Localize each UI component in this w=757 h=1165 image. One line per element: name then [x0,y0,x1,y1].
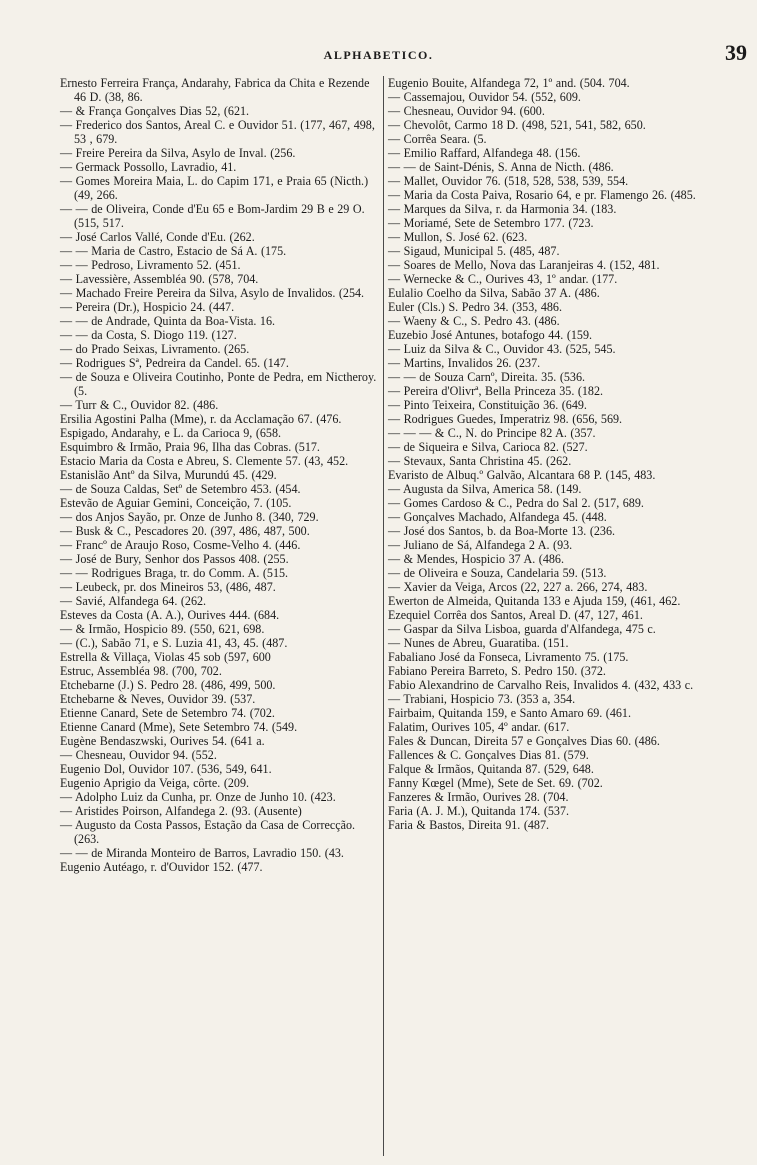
directory-entry: — Nunes de Abreu, Guaratiba. (151. [388,636,569,650]
left-column [60,76,380,874]
page-header [0,40,757,70]
directory-entry: — Gaspar da Silva Lisboa, guarda d'Alfandega, 475 c. [388,622,656,636]
directory-entry: Fairbaim, Quitanda 159, e Santo Amaro 69. (461. [388,706,631,720]
directory-entry: — Mallet, Ouvidor 76. (518, 528, 538, 539, 554. [388,174,629,188]
directory-entry: — Xavier da Veiga, Arcos (22, 227 a. 266, 274, 483. [388,580,648,594]
directory-entry: — Stevaux, Santa Christina 45. (262. [388,454,572,468]
directory-entry: — & Irmão, Hospicio 89. (550, 621, 698. [60,622,265,636]
directory-entry: — Aristides Poirson, Alfandega 2. (93. (Ausente) [60,804,302,818]
directory-entry: — — Maria de Castro, Estacio de Sá A. (175. [60,244,287,258]
directory-entry: Faria (A. J. M.), Quitanda 174. (537. [388,804,570,818]
directory-entry: Eugène Bendaszwski, Ourives 54. (641 a. [60,734,265,748]
directory-entry: — Machado Freire Pereira da Silva, Asylo de Invalidos. (254. [60,286,365,300]
directory-entry: — Leubeck, pr. dos Mineiros 53, (486, 487. [60,580,276,594]
directory-entry: — Chevolôt, Carmo 18 D. (498, 521, 541, 582, 650. [388,118,646,132]
directory-entry: Falque & Irmãos, Quitanda 87. (529, 648. [388,762,594,776]
directory-entry: — José dos Santos, b. da Boa-Morte 13. (236. [388,524,616,538]
directory-entry: Ersilia Agostini Palha (Mme), r. da Acclamação 67. (476. [60,412,342,426]
directory-entry: — Augusto da Costa Passos, Estação da Casa de Correcção. (263. [60,818,356,846]
directory-entry: Evaristo de Albuq.º Galvão, Alcantara 68 P. (145, 483. [388,468,656,482]
directory-entry: — José Carlos Vallé, Conde d'Eu. (262. [60,230,255,244]
directory-entry: — Emilio Raffard, Alfandega 48. (156. [388,146,581,160]
directory-entry: — Pereira (Dr.), Hospicio 24. (447. [60,300,235,314]
directory-entry: — do Prado Seixas, Livramento. (265. [60,342,250,356]
directory-entry: — Chesneau, Ouvidor 94. (600. [388,104,545,118]
directory-entry: — Martins, Invalidos 26. (237. [388,356,541,370]
directory-entry: — — de Oliveira, Conde d'Eu 65 e Bom-Jardim 29 B e 29 O. (515, 517. [60,202,365,230]
directory-entry: — — de Miranda Monteiro de Barros, Lavradio 150. (43. [60,846,344,860]
directory-entry: Fabiano Pereira Barreto, S. Pedro 150. (372. [388,664,606,678]
directory-entry: Eulalio Coelho da Silva, Sabão 37 A. (486. [388,286,600,300]
directory-entry: Euler (Cls.) S. Pedro 34. (353, 486. [388,300,562,314]
directory-entry: Etienne Canard, Sete de Setembro 74. (702. [60,706,275,720]
directory-entry: Fales & Duncan, Direita 57 e Gonçalves Dias 60. (486. [388,734,660,748]
directory-entry: Estacio Maria da Costa e Abreu, S. Clemente 57. (43, 452. [60,454,349,468]
directory-entry: — Rodrigues Sª, Pedreira da Candel. 65. (147. [60,356,289,370]
directory-entry: — — de Andrade, Quinta da Boa-Vista. 16. [60,314,276,328]
directory-entry: — Mullon, S. José 62. (623. [388,230,528,244]
directory-entry: — Trabiani, Hospicio 73. (353 a, 354. [388,692,576,706]
page-number: 39 [725,40,747,65]
directory-entry: — de Souza Caldas, Setº de Setembro 453. (454. [60,482,301,496]
directory-entry: — Soares de Mello, Nova das Laranjeiras 4. (152, 481. [388,258,660,272]
directory-entry: — — Rodrigues Braga, tr. do Comm. A. (515. [60,566,289,580]
directory-entry: — — Pedroso, Livramento 52. (451. [60,258,241,272]
directory-entry: — Rodrigues Guedes, Imperatriz 98. (656, 569. [388,412,623,426]
directory-entry: — — da Costa, S. Diogo 119. (127. [60,328,237,342]
directory-entry: — Lavessière, Assembléa 90. (578, 704. [60,272,259,286]
directory-entry: — Luiz da Silva & C., Ouvidor 43. (525, 545. [388,342,616,356]
directory-entry: — Maria da Costa Paiva, Rosario 64, e pr. Flamengo 26. (485. [388,188,696,202]
directory-entry: Estruc, Assembléa 98. (700, 702. [60,664,222,678]
directory-entry: Eugenio Dol, Ouvidor 107. (536, 549, 641. [60,762,272,776]
directory-entry: Eugenio Autéago, r. d'Ouvidor 152. (477. [60,860,263,874]
directory-entry: Estevão de Aguiar Gemini, Conceição, 7. (105. [60,496,292,510]
directory-entry: — dos Anjos Sayão, pr. Onze de Junho 8. (340, 729. [60,510,319,524]
directory-entry: — Savié, Alfandega 64. (262. [60,594,207,608]
directory-entry: — Germack Possollo, Lavradio, 41. [60,160,237,174]
directory-entry: — Busk & C., Pescadores 20. (397, 486, 487, 500. [60,524,310,538]
directory-entry: Etienne Canard (Mme), Sete Setembro 74. (549. [60,720,298,734]
directory-entry: — Wernecke & C., Ourives 43, 1º andar. (177. [388,272,618,286]
directory-entry: Etchebarne (J.) S. Pedro 28. (486, 499, 500. [60,678,276,692]
directory-entry: Eugenio Aprigio da Veiga, côrte. (209. [60,776,250,790]
directory-entry: — de Souza e Oliveira Coutinho, Ponte de Pedra, em Nictheroy. (5. [60,370,377,398]
directory-entry: — Marques da Silva, r. da Harmonia 34. (183. [388,202,617,216]
right-column [388,76,718,832]
directory-entry: — Corrêa Seara. (5. [388,132,487,146]
directory-entry: — Turr & C., Ouvidor 82. (486. [60,398,219,412]
directory-entry: — Augusta da Silva, America 58. (149. [388,482,582,496]
directory-entry: — Chesneau, Ouvidor 94. (552. [60,748,217,762]
directory-entry: — — — & C., N. do Principe 82 A. (357. [388,426,596,440]
directory-entry: — Frederico dos Santos, Areal C. e Ouvidor 51. (177, 467, 498, 53 , 679. [60,118,375,146]
directory-entry: — Pereira d'Olivrª, Bella Princeza 35. (182. [388,384,604,398]
directory-entry: Estrella & Villaça, Violas 45 sob (597, 600 [60,650,271,664]
directory-entry: — & França Gonçalves Dias 52, (621. [60,104,250,118]
directory-entry: Ewerton de Almeida, Quitanda 133 e Ajuda 159, (461, 462. [388,594,681,608]
directory-entry: Faria & Bastos, Direita 91. (487. [388,818,550,832]
directory-entry: Eugenio Bouite, Alfandega 72, 1º and. (504. 704. [388,76,630,90]
directory-entry: Fanny Kœgel (Mme), Sete de Set. 69. (702. [388,776,603,790]
directory-entry: Euzebio José Antunes, botafogo 44. (159. [388,328,593,342]
directory-entry: — — de Souza Carnº, Direita. 35. (536. [388,370,586,384]
directory-entry: — (C.), Sabão 71, e S. Luzia 41, 43, 45. (487. [60,636,288,650]
directory-entry: — Freire Pereira da Silva, Asylo de Inval. (256. [60,146,296,160]
directory-entry: — Gomes Cardoso & C., Pedra do Sal 2. (517, 689. [388,496,644,510]
directory-entry: — José de Bury, Senhor dos Passos 408. (255. [60,552,289,566]
directory-entry: Ezequiel Corrêa dos Santos, Areal D. (47, 127, 461. [388,608,643,622]
directory-entry: — Gomes Moreira Maia, L. do Capim 171, e Praia 65 (Nicth.) (49, 266. [60,174,369,202]
directory-entry: — Cassemajou, Ouvidor 54. (552, 609. [388,90,581,104]
directory-entry: Ernesto Ferreira França, Andarahy, Fabrica da Chita e Rezende 46 D. (38, 86. [60,76,370,104]
directory-entry: — Juliano de Sá, Alfandega 2 A. (93. [388,538,573,552]
directory-entry: Falatim, Ourives 105, 4º andar. (617. [388,720,570,734]
directory-entry: — Sigaud, Municipal 5. (485, 487. [388,244,560,258]
directory-entry: — & Mendes, Hospicio 37 A. (486. [388,552,564,566]
directory-entry: Fabaliano José da Fonseca, Livramento 75. (175. [388,650,629,664]
directory-entry: Fanzeres & Irmão, Ourives 28. (704. [388,790,569,804]
directory-entry: — de Oliveira e Souza, Candelaria 59. (513. [388,566,607,580]
directory-entry: — Moriamé, Sete de Setembro 177. (723. [388,216,594,230]
directory-entry: — Adolpho Luiz da Cunha, pr. Onze de Junho 10. (423. [60,790,336,804]
directory-entry: — Pinto Teixeira, Constituição 36. (649. [388,398,587,412]
directory-entry: Espigado, Andarahy, e L. da Carioca 9, (658. [60,426,282,440]
directory-entry: — de Siqueira e Silva, Carioca 82. (527. [388,440,588,454]
directory-entry: Etchebarne & Neves, Ouvidor 39. (537. [60,692,256,706]
directory-entry: — Francº de Araujo Roso, Cosme-Velho 4. (446. [60,538,301,552]
directory-entry: Esteves da Costa (A. A.), Ourives 444. (684. [60,608,280,622]
directory-entry: — Waeny & C., S. Pedro 43. (486. [388,314,560,328]
directory-entry: Estanislão Antº da Silva, Murundú 45. (429. [60,468,277,482]
page-title: ALPHABETICO. [323,48,434,62]
directory-entry: — Gonçalves Machado, Alfandega 45. (448. [388,510,607,524]
directory-entry: Esquimbro & Irmão, Praia 96, Ilha das Cobras. (517. [60,440,320,454]
directory-entry: Fabio Alexandrino de Carvalho Reis, Invalidos 4. (432, 433 c. [388,678,694,692]
directory-entry: — — de Saint-Dénis, S. Anna de Nicth. (486. [388,160,614,174]
directory-entry: Fallences & C. Gonçalves Dias 81. (579. [388,748,589,762]
column-divider [383,76,384,1156]
